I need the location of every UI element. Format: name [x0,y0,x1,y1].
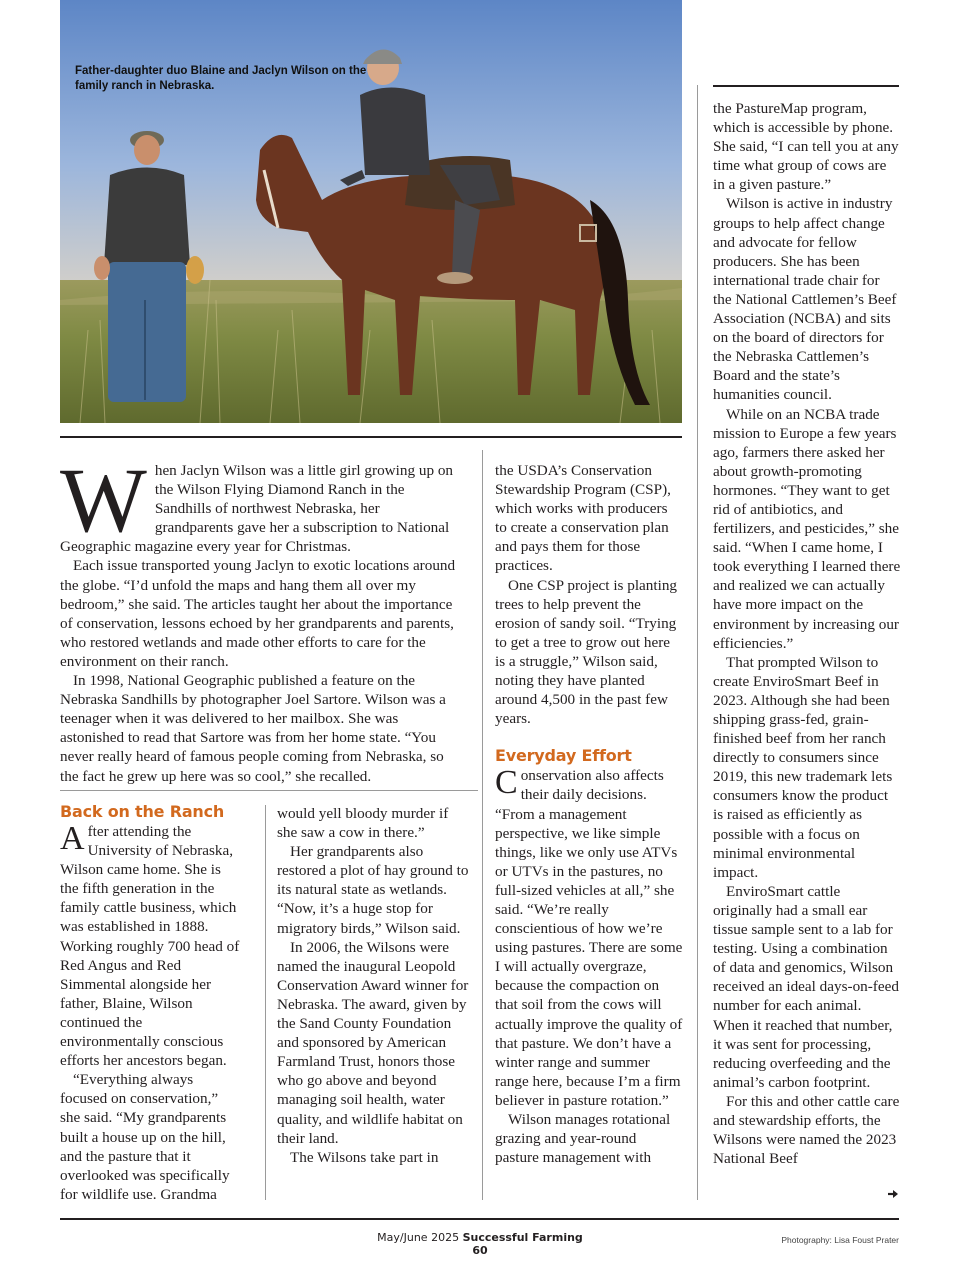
body-paragraph: While on an NCBA trade mission to Europe a few years ago, farmers there asked her about growth-promoting hormones. “They want to get rid of antibiotics, and fertilizers, and pesticides,” she said. “When I came home, I took everything I learned there and realized we can actually have more impact on the environment by increasing our efficiencies.” [713,405,901,652]
col4-text [713,99,901,1168]
drop-cap: C [495,764,518,802]
body-paragraph: Her grandparents also restored a plot of hay ground to its natural state as wetlands. “Now, it’s a huge stop for migratory birds,” Wilson said. [277,843,469,937]
intro-text [60,449,460,786]
arrow-right-icon [887,1188,899,1200]
col3-text [495,461,683,1167]
drop-cap: W [60,449,147,551]
body-paragraph: “Everything always focused on conservation,” she said. “My grandparents built a house up on the hill, and the pasture that it overlooked was specifically for wildlife use. Grandma [60,1071,230,1203]
body-paragraph: the PastureMap program, which is accessible by phone. She said, “I can tell you at any time what group of cows are in a given pasture.” [713,100,899,194]
body-paragraph: would yell bloody murder if she saw a cow in there.” [277,805,449,842]
photo-caption: Father-daughter duo Blaine and Jaclyn Wilson on the family ranch in Nebraska. [75,65,367,92]
publication-name: Successful Farming [462,1231,583,1244]
column-divider [482,450,483,1200]
body-paragraph: That prompted Wilson to create EnviroSmart Beef in 2023. Although she had been shipping grass-fed, grain-finished beef from her ranch directly to consumers since 2019, this new trademark lets consumers know the product is raised as efficiently as possible with a focus on minimal environmental impact. [713,653,893,881]
rule-below-photo [60,436,682,438]
body-paragraph: The Wilsons take part in [290,1148,439,1166]
body-paragraph: the USDA’s Conservation Stewardship Program (CSP), which works with producers to create a conservation plan and pays them for those practices. [495,462,671,575]
body-paragraph: Wilson manages rotational grazing and year-round pasture management with [495,1111,671,1167]
intro-paragraph: hen Jaclyn Wilson was a little girl growing up on the Wilson Flying Diamond Ranch in the Sandhills of northwest Nebraska, her grandparents gave her a subscription to National Geographic magazine every year for Christmas. [60,462,454,556]
body-paragraph: One CSP project is planting trees to help prevent the erosion of sandy soil. “Trying to get a tree to grow out here is a struggle,” Wilson said, noting they have planted around 4,500 in the past few years. [495,576,678,728]
page-number: 60 [472,1244,488,1257]
body-paragraph: onservation also affects their daily decisions. “From a management perspective, we like simple things, like we only use ATVs or UTVs in the pastures, no full-sized vehicles at all,” she said. “We’re really conscientious of how we’re using pastures. There are some I will actually overgraze, because the compaction on that soil from the cows will actually improve the quality of that pasture. We don’t have a winter range and summer range here, because I’m a firm believer in pasture rotation.” [495,767,683,1109]
page-footer [340,1231,620,1257]
section-heading: Back on the Ranch [60,802,225,821]
section-divider [60,790,478,791]
body-paragraph: In 2006, the Wilsons were named the inaugural Leopold Conservation Award winner for Nebraska. The award, given by the Sand County Foundation and sponsored by American Farmland Trust, honors those who go above and beyond managing soil health, water quality, and wildlife habitat on their land. [277,938,469,1147]
body-paragraph: EnviroSmart cattle originally had a small ear tissue sample sent to a lab for testing. Using a combination of data and genomics, Wilson received an ideal days-on-feed number for each animal. When it reached that number, it was sent for processing, reducing overfeeding and the animal’s carbon footprint. [713,882,899,1091]
intro-paragraph: In 1998, National Geographic published a feature on the Nebraska Sandhills by photographer Joel Sartore. Wilson was a teenager when it was delivered to her mailbox. She was astonished to read that Sartore was from her home state. “You never really heard of famous people coming from Nebraska, so the fact he grew up here was so cool,” she recalled. [60,672,446,785]
body-paragraph: For this and other cattle care and stewardship efforts, the Wilsons were named the 2023 National Beef [713,1092,900,1168]
section-ranch-col2 [277,804,469,1167]
body-paragraph: Wilson is active in industry groups to help affect change and advocate for fellow producers. She has been international trade chair for the National Cattlemen’s Beef Association (NCBA) and sits on the board of directors for the Nebraska Cattlemen’s Board and the state’s humanities council. [713,195,897,404]
column-divider [265,805,266,1200]
issue-date: May/June 2025 [377,1231,460,1244]
column-rule-top-right [713,85,899,87]
column-divider [697,85,698,1200]
section-ranch-col1 [60,802,240,1204]
body-paragraph: fter attending the University of Nebraska, Wilson came home. She is the fifth generation in the family cattle business, which was established in 1888. Working roughly 700 head of Red Angus and Red Simmental alongside her father, Blaine, Wilson continued the environmentally conscious efforts her ancestors began. [60,823,240,1070]
section-heading: Everyday Effort [495,746,632,766]
drop-cap: A [60,820,85,857]
footer-rule [60,1218,899,1220]
intro-paragraph: Each issue transported young Jaclyn to exotic locations around the globe. “I’d unfold the maps and hang them all over my bedroom,” she said. The articles taught her about the importance of conservation, lessons echoed by her grandparents and parents, who restored wetlands and made other efforts to care for the environment on their ranch. [60,557,456,670]
photo-credit: Photography: Lisa Foust Prater [781,1235,899,1245]
